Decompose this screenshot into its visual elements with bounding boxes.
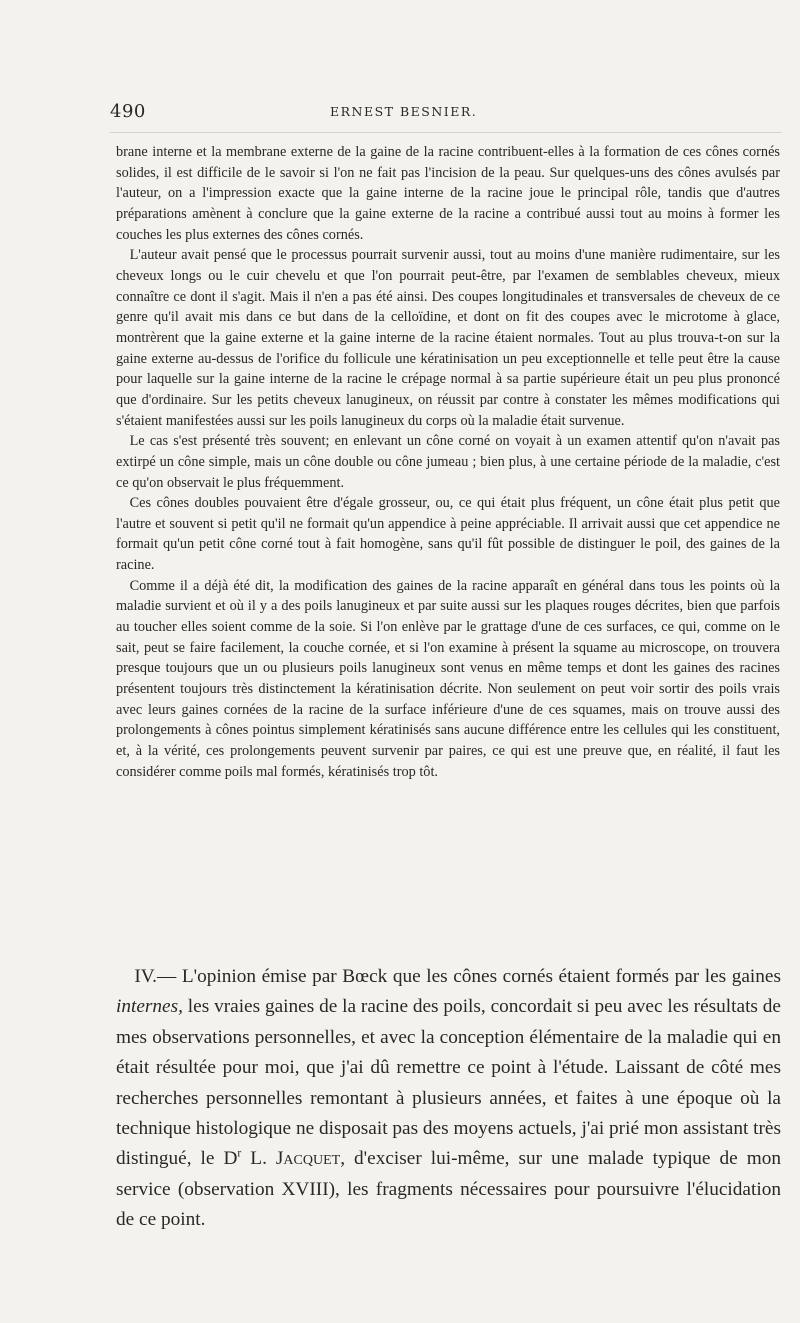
paragraph: Comme il a déjà été dit, la modification des gaines de la racine apparaît en général dans tous les points où la maladie survient et où il y a des poils lanugineux et par suite aussi sur les plaques rouges décrites, bien que parfois au toucher elles soient comme de la soie. Si l'on enlève par le grattage d'une de ces surfaces, ce qui, comme on le sait, peut se faire facilement, la couche cornée, et si l'on examine à présent la squame au microscope, on trouvera presque toujours que un ou plusieurs poils lanugineux sont venus en même temps et dont les gaines des racines présentent toujours très distinctement la kératinisation décrite. Non seulement on peut voir sortir des poils vrais avec leurs gaines cornées de la racine de la surface inférieure d'une de ces squames, mais on trouve aussi des prolongements à cônes pointus simplement kératinisés sans aucune différence entre les cellules qui les constituent, et, à la vérité, ces prolongements peuvent survenir par paires, ce qui est une preuve que, en réalité, il faut les considérer comme poils mal formés, kératinisés trop tôt. [116,577,780,780]
title-superscript: r [237,1147,242,1161]
section-iv [116,962,781,1236]
running-title: ERNEST BESNIER. [330,104,478,119]
section-iv-paragraph [116,962,781,1236]
emphasis-text: internes, [116,996,183,1018]
paragraph: brane interne et la membrane externe de la gaine de la racine contribuent-elles à la formation de ces cônes cornés solides, il est difficile de le savoir si l'on ne fait pas l'incision de la peau. Sur quelques-uns des cônes avulsés par l'auteur, on a l'impression exacte que la gaine interne de la racine joue le principal rôle, tandis que d'autres préparations amènent à conclure que la gaine externe de la racine a contribué aussi tout au moins à former les couches les plus externes des cônes cornés. [116,144,780,243]
body-text [116,142,780,782]
paragraph: Ces cônes doubles pouvaient être d'égale grosseur, ou, ce qui était plus fréquent, un cône était plus petit que l'autre et souvent si petit qu'il ne formait qu'un appendice à peine appréciable. Il arrivait aussi que cet appendice ne formait qu'un petit cône corné tout à fait homogène, sans qu'il fût possible de distinguer le poil, des gaines de la racine. [116,495,780,574]
section-text: les vraies gaines de la racine des poils, concordait si peu avec les résultats de mes observations personnelles, et avec la conception élémentaire de la maladie qui en était résultée pour moi, que j'ai dû remettre ce point à l'étude. Laissant de côté mes recherches personnelles remontant à plusieurs années, et faites à une époque où la technique histologique ne disposait pas des moyens actuels, j'ai prié mon assistant très distingué, le D [116,996,781,1170]
header-rule [110,132,782,133]
page-number: 490 [110,101,146,122]
section-text: , d'exciser lui-même, sur une malade typique de mon service (observation XVIII), les fragments nécessaires pour poursuivre l'élucidation de ce point. [116,1148,782,1231]
person-name: L. Jacquet [250,1148,341,1170]
paragraph: L'auteur avait pensé que le processus pourrait survenir aussi, tout au moins d'une manière rudimentaire, sur les cheveux longs ou le cuir chevelu et que l'on pourrait peut-être, par l'examen de semblables cheveux, mieux connaître ce dont il s'agit. Mais il n'en a pas été ainsi. Des coupes longitudinales et transversales de cheveux de ce genre qu'il avait mis dans ce but dans de la celloïdine, et dont on fit des coupes avec le microtome à glace, montrèrent que la gaine externe et la gaine interne de la racine étaient normales. Tout au plus trouva-t-on sur la gaine externe au-dessus de l'orifice du follicule une kératinisation un peu exceptionnelle et telle peut être la cause pour laquelle sur la gaine interne de la racine le crépage normal à sa partie supérieure était un peu plus prononcé que d'ordinaire. Sur les petits cheveux lanugineux, on réussit par contre à constater les mêmes modifications qui s'étaient manifestées aussi sur les poils lanugineux du corps où la maladie était survenue. [116,247,780,429]
paragraph: Le cas s'est présenté très souvent; en enlevant un cône corné on voyait à un examen attentif qu'on n'avait pas extirpé un cône simple, mais un cône double ou cône jumeau ; bien plus, à une certaine période de la maladie, c'est ce qu'on observait le plus fréquemment. [116,433,780,491]
section-text: — L'opinion émise par Bœck que les cônes cornés étaient formés par les gaines [157,966,781,987]
section-numeral: IV. [134,966,158,987]
